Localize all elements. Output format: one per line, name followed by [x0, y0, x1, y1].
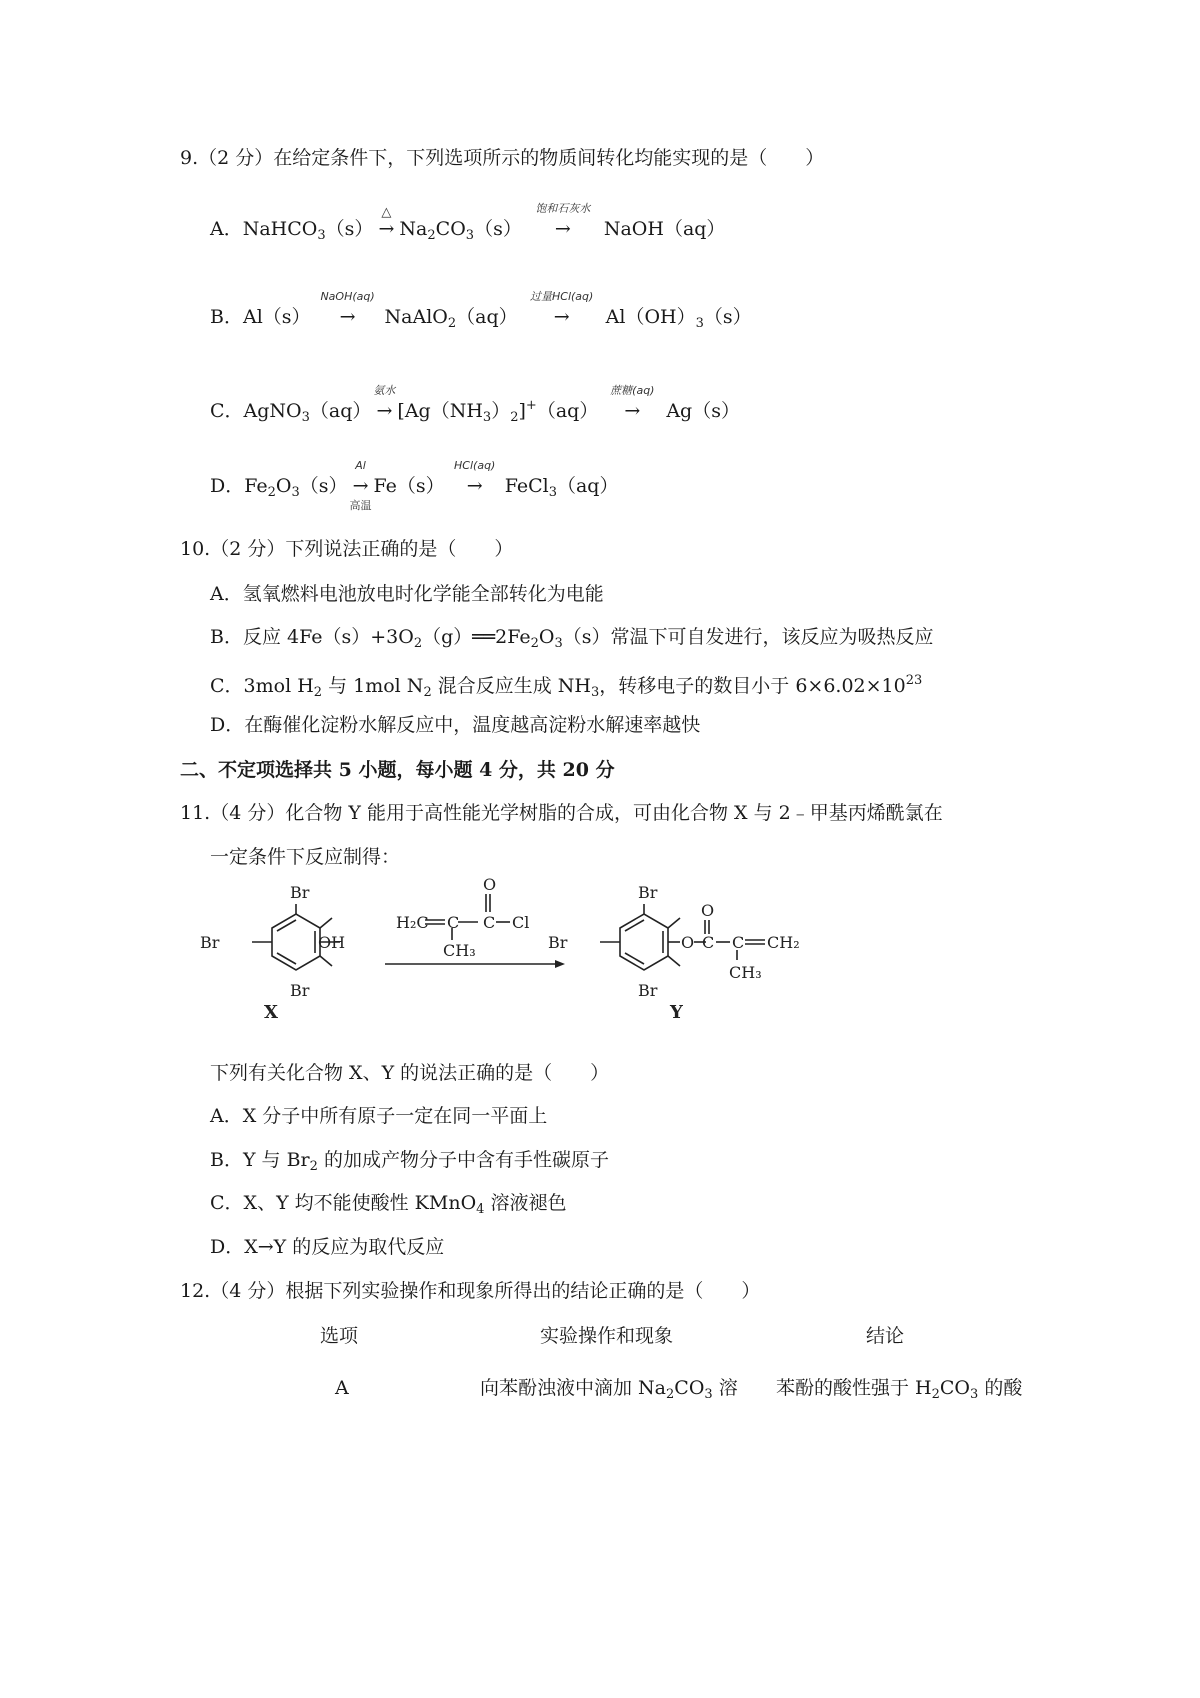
q11-stem-line2: 一定条件下反应制得： — [210, 846, 401, 868]
text: （g）══2Fe — [422, 626, 531, 648]
y-ch2: CH₂ — [767, 933, 800, 952]
subscript: 2 — [530, 636, 539, 651]
text: CO — [674, 1377, 705, 1399]
formula: Fe — [373, 475, 397, 497]
subscript: 2 — [413, 636, 423, 651]
subscript: 2 — [510, 410, 519, 425]
state: （s） — [474, 218, 522, 240]
formula: Al（OH） — [605, 306, 696, 328]
x-br-bottom: Br — [290, 981, 310, 1000]
reaction-arrow: 饱和石灰水 → — [524, 216, 602, 242]
y-br-left: Br — [548, 933, 568, 952]
reagent-c1: C — [447, 913, 460, 932]
formula: Ag — [666, 400, 693, 422]
formula: NaAlO — [384, 306, 448, 328]
q9-option-b — [210, 290, 752, 337]
subscript: 3 — [695, 316, 704, 331]
table-header-operation: 实验操作和现象 — [540, 1325, 674, 1347]
text: C．X、Y 均不能使酸性 KMnO — [210, 1192, 477, 1214]
state: （s） — [692, 400, 740, 422]
state: （s） — [262, 306, 311, 328]
q9-option-d — [210, 459, 619, 512]
state: （aq） — [309, 400, 372, 422]
text: 混合反应生成 NH — [431, 675, 591, 697]
state: （aq） — [556, 475, 619, 497]
reagent-ch3: CH₃ — [443, 941, 476, 960]
text: （s）常温下可自发进行，该反应为吸热反应 — [562, 626, 934, 648]
y-br-bottom: Br — [638, 981, 658, 1000]
option-label: D． — [210, 475, 245, 497]
subscript: 2 — [931, 1387, 940, 1402]
text: O — [538, 626, 555, 648]
reaction-condition: Al — [355, 459, 366, 472]
x-benzene-ring — [272, 914, 320, 970]
superscript: + — [525, 398, 537, 413]
formula: NaHCO — [242, 218, 318, 240]
subscript: 3 — [482, 410, 492, 425]
reaction-arrow: △ → — [375, 216, 397, 242]
x-oh: OH — [318, 933, 346, 952]
subscript: 2 — [309, 1159, 318, 1174]
x-label: X — [264, 1002, 278, 1023]
formula: NaOH — [603, 218, 664, 240]
reaction-arrow: 氨水 → — [373, 398, 395, 424]
q9-option-c — [210, 384, 740, 431]
table-header-option: 选项 — [320, 1325, 359, 1347]
reagent-h2c: H₂C — [396, 913, 429, 932]
reaction-condition: NaOH(aq) — [320, 290, 375, 303]
y-label: Y — [670, 1002, 683, 1023]
subscript: 3 — [301, 410, 310, 425]
option-label: B． — [210, 306, 243, 328]
q11-question: 下列有关化合物 X、Y 的说法正确的是（ ） — [210, 1062, 610, 1084]
q9-stem: 9.（2 分）在给定条件下，下列选项所示的物质间转化均能实现的是（ ） — [180, 147, 825, 169]
reaction-arrow: 蔗糖(aq) → — [600, 398, 664, 424]
formula: ） — [491, 400, 511, 422]
formula: [Ag（NH — [397, 400, 483, 422]
formula: Na — [399, 218, 428, 240]
table-cell-option: A — [335, 1377, 349, 1399]
state: （aq） — [536, 400, 599, 422]
q11-option-d: D．X→Y 的反应为取代反应 — [210, 1236, 445, 1258]
state: （s） — [396, 475, 445, 497]
subscript: 3 — [704, 1387, 713, 1402]
subscript: 3 — [554, 636, 563, 651]
state: （aq） — [663, 218, 726, 240]
reaction-condition: 氨水 — [373, 384, 396, 397]
text: 溶 — [712, 1377, 738, 1399]
option-label: A． — [210, 218, 243, 240]
formula: ] — [518, 400, 526, 422]
subscript: 3 — [465, 228, 475, 243]
q11-option-a: A．X 分子中所有原子一定在同一平面上 — [210, 1105, 548, 1127]
reaction-condition-below: 高温 — [349, 499, 372, 512]
table-header-conclusion: 结论 — [866, 1325, 905, 1347]
reaction-arrow: 过量HCl(aq) → — [520, 304, 604, 330]
formula: Al — [242, 306, 263, 328]
table-cell-conclusion — [776, 1375, 1022, 1408]
text: CO — [939, 1377, 971, 1399]
y-c2: C — [732, 933, 745, 952]
text: 与 1mol N — [322, 675, 424, 697]
state: （aq） — [456, 306, 518, 328]
subscript: 4 — [476, 1202, 485, 1217]
reagent-o: O — [483, 875, 497, 894]
q11-option-b — [210, 1147, 609, 1180]
reaction-arrow: HCl(aq) → — [447, 473, 503, 499]
reagent-c2: C — [483, 913, 496, 932]
subscript: 2 — [313, 685, 323, 700]
text: 向苯酚浊液中滴加 Na — [480, 1377, 666, 1399]
subscript: 3 — [317, 228, 326, 243]
x-br-left: Br — [200, 933, 220, 952]
formula: CO — [435, 218, 466, 240]
y-carbonyl-o: O — [701, 901, 715, 920]
q10-stem: 10.（2 分）下列说法正确的是（ ） — [180, 538, 514, 560]
table-cell-operation — [480, 1375, 738, 1408]
y-o: O — [681, 933, 695, 952]
option-label: C． — [210, 400, 244, 422]
reaction-condition: HCl(aq) — [454, 459, 496, 472]
formula: AgNO — [243, 400, 302, 422]
state: （s） — [325, 218, 374, 240]
text: 的酸 — [978, 1377, 1023, 1399]
q10-option-b — [210, 624, 934, 657]
text: 溶液褪色 — [484, 1192, 567, 1214]
superscript: 23 — [905, 673, 923, 688]
subscript: 2 — [423, 685, 432, 700]
subscript: 3 — [291, 485, 300, 500]
subscript: 2 — [447, 316, 457, 331]
subscript: 3 — [548, 485, 557, 500]
reaction-condition: 饱和石灰水 — [535, 202, 591, 215]
arrow-head — [555, 960, 565, 968]
text: C．3mol H — [210, 675, 314, 697]
q10-option-d: D．在酶催化淀粉水解反应中，温度越高淀粉水解速率越快 — [210, 714, 701, 736]
state: （s） — [703, 306, 752, 328]
text: B．Y 与 Br — [210, 1149, 310, 1171]
section-heading: 二、不定项选择共 5 小题，每小题 4 分，共 20 分 — [180, 759, 615, 781]
reaction-scheme — [200, 868, 920, 1048]
text: 的加成产物分子中含有手性碳原子 — [317, 1149, 609, 1171]
q10-option-c — [210, 668, 922, 706]
reaction-arrow: Al → 高温 — [350, 473, 372, 499]
text: 苯酚的酸性强于 H — [776, 1377, 932, 1399]
reaction-condition: △ — [381, 205, 392, 220]
reaction-arrow: NaOH(aq) → — [313, 304, 383, 330]
subscript: 3 — [591, 685, 600, 700]
q11-option-c — [210, 1190, 566, 1223]
formula: Fe — [244, 475, 268, 497]
formula: O — [275, 475, 292, 497]
text: B．反应 4Fe（s）+3O — [210, 626, 414, 648]
subscript: 2 — [267, 485, 276, 500]
q11-stem-line1: 11.（4 分）化合物 Y 能用于高性能光学树脂的合成，可由化合物 X 与 2﹣甲基丙烯酰氯在 — [180, 802, 943, 824]
reagent-cl: Cl — [512, 913, 530, 932]
text: ，转移电子的数目小于 6×6.02×10 — [599, 675, 906, 697]
subscript: 2 — [666, 1387, 675, 1402]
y-ch3: CH₃ — [729, 963, 762, 982]
formula: FeCl — [504, 475, 549, 497]
y-br-top: Br — [638, 883, 658, 902]
state: （s） — [299, 475, 348, 497]
subscript: 2 — [427, 228, 436, 243]
reaction-condition: 过量HCl(aq) — [529, 290, 594, 303]
q9-option-a — [210, 202, 726, 249]
x-br-top: Br — [290, 883, 310, 902]
y-benzene-ring — [620, 914, 668, 970]
reaction-condition: 蔗糖(aq) — [610, 384, 655, 397]
q12-stem: 12.（4 分）根据下列实验操作和现象所得出的结论正确的是（ ） — [180, 1280, 761, 1302]
subscript: 3 — [970, 1387, 979, 1402]
q10-option-a: A．氢氧燃料电池放电时化学能全部转化为电能 — [210, 583, 604, 605]
y-c1: C — [702, 933, 715, 952]
